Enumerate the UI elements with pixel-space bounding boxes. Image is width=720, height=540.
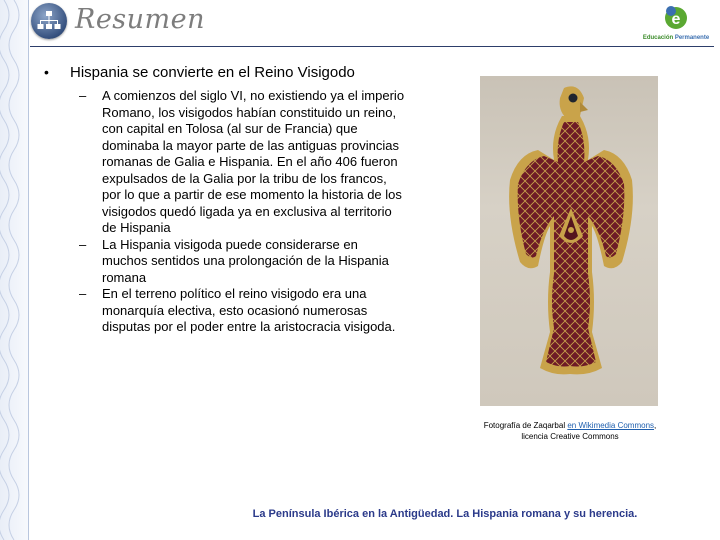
wikimedia-link[interactable]: en Wikimedia Commons — [567, 421, 655, 430]
footer-title: La Península Ibérica en la Antigüedad. La Hispania romana y su herencia. — [252, 508, 638, 520]
svg-text:e: e — [671, 11, 681, 28]
sitemap-icon — [31, 3, 67, 39]
sub-list — [36, 88, 406, 336]
image-caption — [458, 420, 682, 442]
brand-name: Educación Permanente — [642, 35, 710, 41]
caption-comma: , — [654, 421, 657, 430]
decorative-left-strip — [0, 0, 29, 540]
sub-item — [36, 286, 406, 336]
main-content — [36, 64, 406, 336]
bullet-item — [36, 64, 406, 86]
bullet-heading: Hispania se convierte en el Reino Visigodo — [70, 64, 355, 81]
sub-item — [36, 88, 406, 237]
sub-item — [36, 237, 406, 287]
dash-marker: – — [79, 236, 87, 252]
sub-item-text: En el terreno político el reino visigodo era una monarquía electiva, esto ocasionó numerosas disputas por el poder entre la aristocracia visigoda. — [102, 286, 396, 334]
caption-line — [458, 420, 682, 431]
page-title: Resumen — [75, 4, 206, 35]
educacion-permanente-logo — [638, 3, 714, 45]
dash-marker: – — [79, 88, 87, 103]
sub-item-text: La Hispania visigoda puede considerarse en muchos sentidos una prolongación de la Hispania romana — [102, 236, 389, 285]
sub-item-text: A comienzos del siglo VI, no existiendo ya el imperio Romano, los visigodos habían constituido un reino, con capital en Tolosa (al sur de Francia) que dominaba la mayor parte de las antiguas provincias romanas de Galia e Hispania. En el año 406 fueron expulsados de la Galia por la tribu de los francos, por lo que a partir de ese momento la historia de los visigodos quedó ligada ya en exclusiva al territorio de Hispania — [102, 88, 405, 235]
visigothic-eagle-fibula-image — [480, 76, 658, 406]
header-divider — [30, 46, 714, 47]
brand-emblem-icon — [662, 3, 690, 33]
bullet-dot-icon: • — [44, 64, 49, 80]
caption-license: licencia Creative Commons — [521, 432, 619, 441]
caption-author: Fotografía de Zaqarbal — [483, 421, 566, 430]
dash-marker: – — [79, 286, 87, 301]
wave-pattern-icon — [0, 0, 28, 540]
